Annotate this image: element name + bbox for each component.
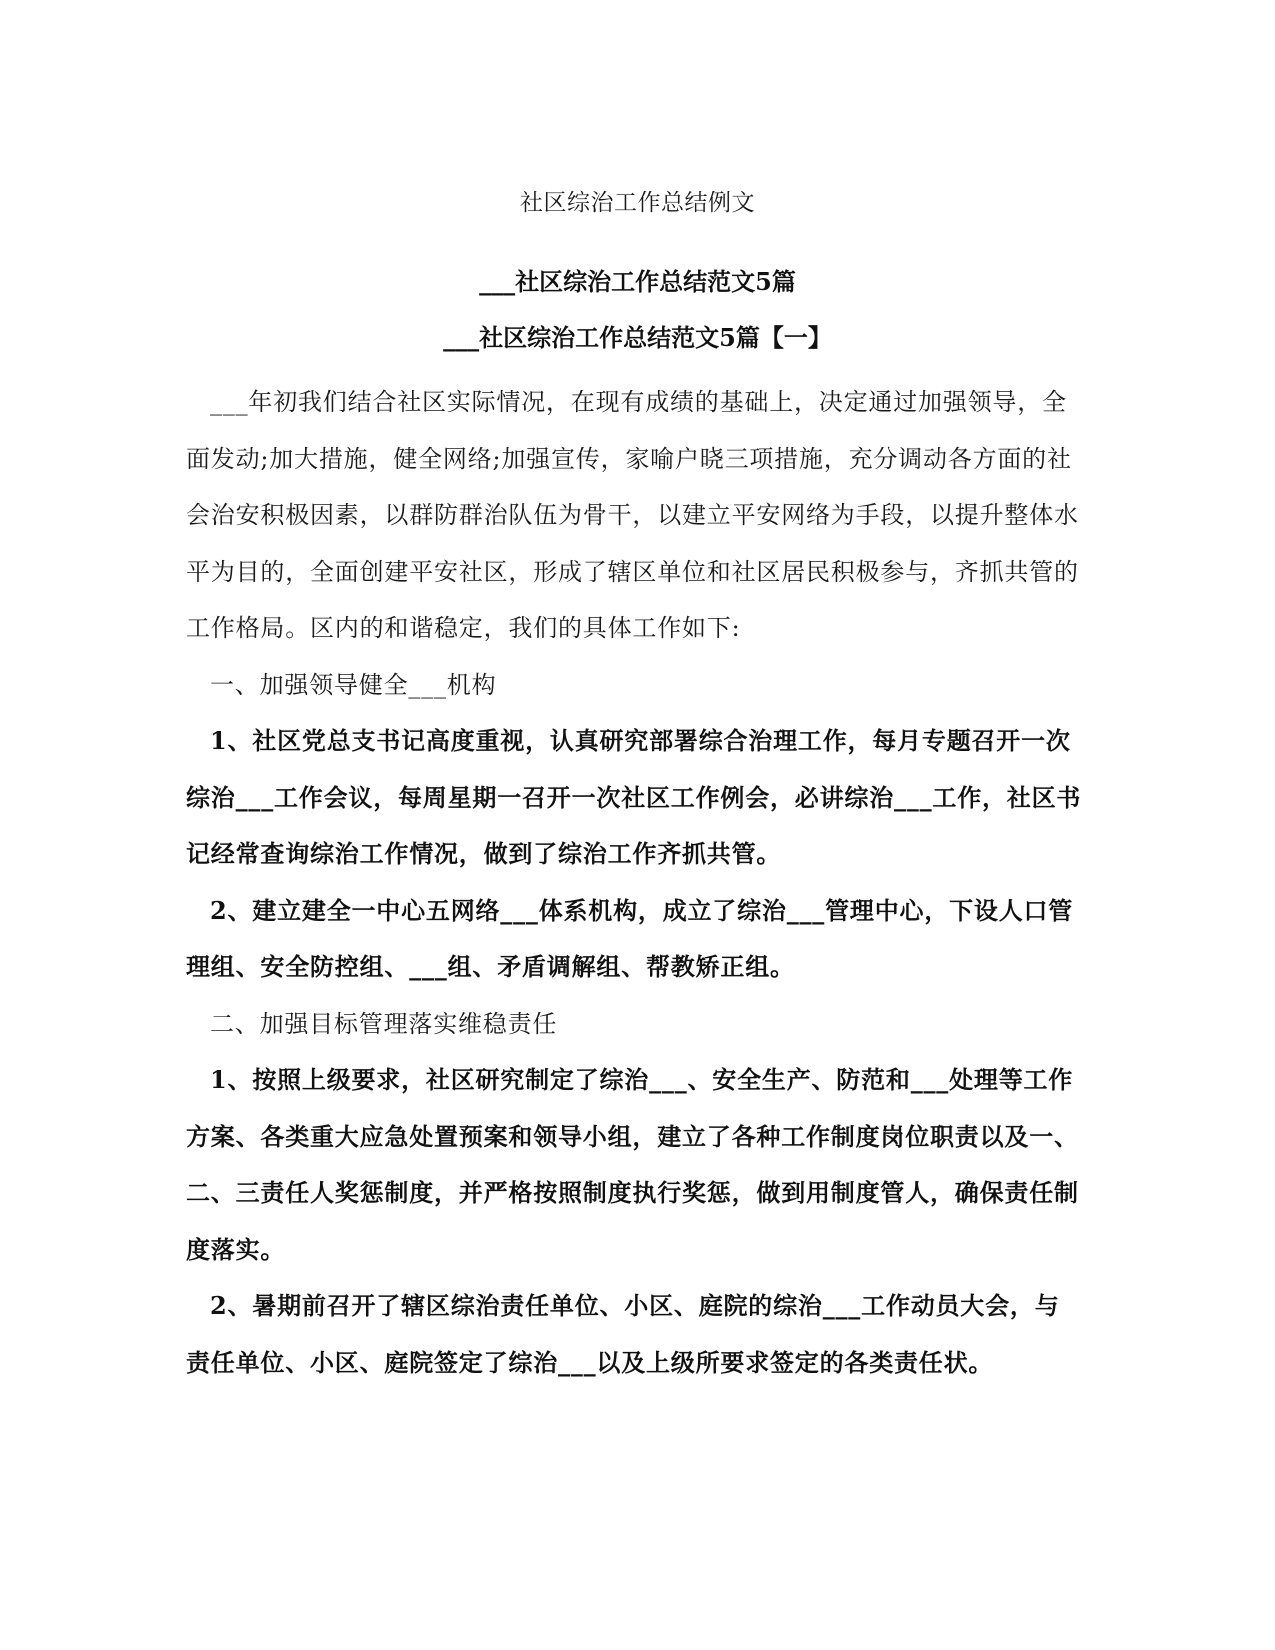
section-heading-1: 一、加强领导健全___机构 [210,670,497,699]
paragraph-2-2: 2、暑期前召开了辖区综治责任单位、小区、庭院的综治___工作动员大会，与责任单位、小区、庭院签定了综治___以及上级所要求签定的各类责任状。 [186,1291,1060,1377]
section-heading: ___社区综治工作总结范文5篇【一】 [443,323,832,352]
paragraph-2-1: 1、按照上级要求，社区研究制定了综治___、安全生产、防范和___处理等工作方案、各类重大应急处置预案和领导小组，建立了各种工作制度岗位职责以及一、二、三责任人奖惩制度，并严格按照制度执行奖惩，做到用制度管人，确保责任制度落实。 [186,1065,1079,1264]
intro-paragraph: ___年初我们结合社区实际情况，在现有成绩的基础上，决定通过加强领导，全面发动;加大措施，健全网络;加强宣传，家喻户晓三项措施，充分调动各方面的社会治安积极因素，以群防群治队伍为骨干，以建立平安网络为手段，以提升整体水平为目的，全面创建平安社区，形成了辖区单位和社区居民积极参与，齐抓共管的工作格局。区内的和谐稳定，我们的具体工作如下: [186,388,1079,642]
document-subtitle: ___社区综治工作总结范文5篇 [479,267,796,296]
document-body [186,374,1084,1391]
paragraph-1-2: 2、建立建全一中心五网络___体系机构，成立了综治___管理中心，下设人口管理组、安全防控组、___组、矛盾调解组、帮教矫正组。 [186,895,1074,981]
section-heading-2: 二、加强目标管理落实维稳责任 [210,1009,558,1038]
document-title: 社区综治工作总结例文 [520,190,755,216]
paragraph-1-1: 1、社区党总支书记高度重视，认真研究部署综合治理工作，每月专题召开一次综治___工作会议，每周星期一召开一次社区工作例会，必讲综治___工作，社区书记经常查询综治工作情况，做到了综治工作齐抓共管。 [186,726,1082,868]
